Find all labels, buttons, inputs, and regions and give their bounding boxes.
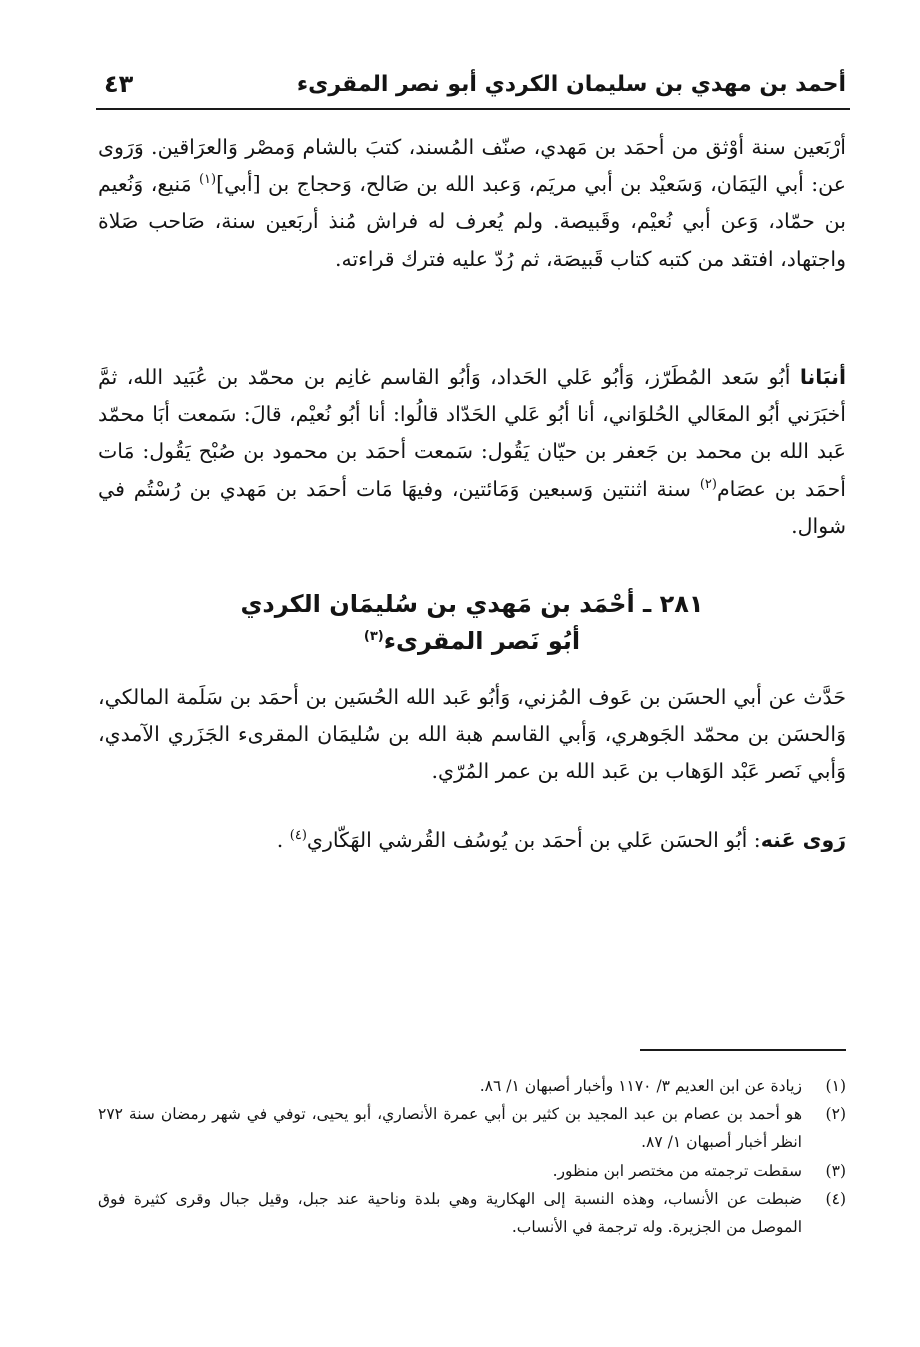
entry-heading-line-1: ٢٨١ ـ أحْمَد بن مَهدي بن سُليمَان الكردي [240,590,704,618]
paragraph-text-continued: مَنيع، وَنُعيم بن حمّاد، وَعن أبي نُعيْم، وقَبيصة. ولم يُعرف له فراش مُنذ أربَعين سنة، صَاحب صَلاة واجتهاد، افتقد من كتبه كتاب قَبيصَة، ثم رُدّ عليه فترك قراءته. [98,172,846,271]
footnote-mark: (٢) [699,476,717,492]
paragraph-text: أبُو سَعد المُطَرّز، وَأبُو عَلي الحَداد، وَأبُو القاسم غانِم بن محمّد بن عُبَيد الله، ثمَّ أخبَرَني أبُو المعَالي الحُلوَاني، أنا أبُو عَلي الحَدّاد قالُوا: أنا أبُو نُعيْم، قالَ: سَمعت أبَا محمّد عَبد الله بن محمد بن جَعفر بن حيّان يَقُول: سَمعت أحمَد بن محمود بن صُبْح يَقُول: مَات أحمَد بن عصَام [98,365,846,501]
paragraph-text-continued: . [276,828,290,852]
header-rule [96,108,850,110]
footnote-item [98,1185,846,1241]
footnote-item [98,1100,846,1156]
entry-heading [98,586,846,660]
footnote-item [98,1157,846,1185]
entry-heading-line-2 [98,623,846,660]
entry-heading-kunya: أبُو نَصر المقرىء [383,627,581,655]
paragraph-text-continued: سنة اثنتين وَسبعين وَمَائتين، وفيهَا مَات أحمَد بن مَهدي بن رُسْتُم في شوال. [98,476,846,538]
footnote-text: ضبطت عن الأنساب، وهذه النسبة إلى الهكارية وهي بلدة وناحية عند جبل، وقيل جبال وقرى كثيرة فوق الموصل من الجزيرة. وله ترجمة في الأنساب. [98,1189,802,1237]
paragraph-isnad [98,359,846,545]
paragraph-lead-word: أنبَانا [799,365,846,389]
paragraph-text: أرْبَعين سنة أوْثق من أحمَد بن مَهدي، صنّف المُسند، كتبَ بالشام وَمصْر وَالعرَاقين. وَرَوى عن: أبي اليَمَان، وَسَعيْد بن أبي مريَم، وَعبد الله بن صَالح، وَحجاج بن [أبي] [98,135,846,197]
footnote-text: سقطت ترجمته من مختصر ابن منظور. [552,1161,802,1180]
paragraph-previous-entry-end [98,129,846,278]
paragraph-teachers [98,679,846,791]
footnote-item [98,1072,846,1100]
page-number: ٤٣ [104,70,134,98]
footnote-text: هو أحمد بن عصام بن عبد المجيد بن كثير بن أبي عمرة الأنصاري، أبو يحيى، توفي في شهر رمضان سنة ٢٧٢ انظر أخبار أصبهان ١/ ٨٧. [98,1105,802,1152]
paragraph-text: حَدَّث عن أبي الحسَن بن عَوف المُزني، وَأبُو عَبد الله الحُسَين بن أحمَد بن سَلَمة المالكي، وَالحسَن بن محمّد الجَوهري، وَأبي القاسم هبة الله بن سُليمَان المقرىء الجَزَري الآمدي، وَأبي نَصر عَبْد الوَهاب بن عَبد الله بن عمر المُرّي. [98,685,846,784]
footnotes [98,1072,846,1241]
paragraph-lead-word: رَوى عَنه [760,828,846,852]
paragraph-text: : أبُو الحسَن عَلي بن أحمَد بن يُوسُف القُرشي الهَكّاري [306,828,761,852]
footnote-number: (٢) [825,1105,846,1124]
footnote-mark: (٣) [363,629,384,644]
footnote-text: زيادة عن ابن العديم ٣/ ١١٧٠ وأخبار أصبهان ١/ ٨٦. [479,1077,802,1095]
footnote-number: (٣) [825,1161,846,1180]
running-title: أحمد بن مهدي بن سليمان الكردي أبو نصر المقرىء [296,71,846,97]
footnote-mark: (١) [198,172,217,188]
page-header [96,62,846,106]
footnote-number: (٤) [825,1189,846,1208]
paragraph-students [98,822,846,859]
footnote-separator [640,1049,846,1051]
footnote-mark: (٤) [289,828,307,844]
footnote-number: (١) [825,1077,846,1095]
